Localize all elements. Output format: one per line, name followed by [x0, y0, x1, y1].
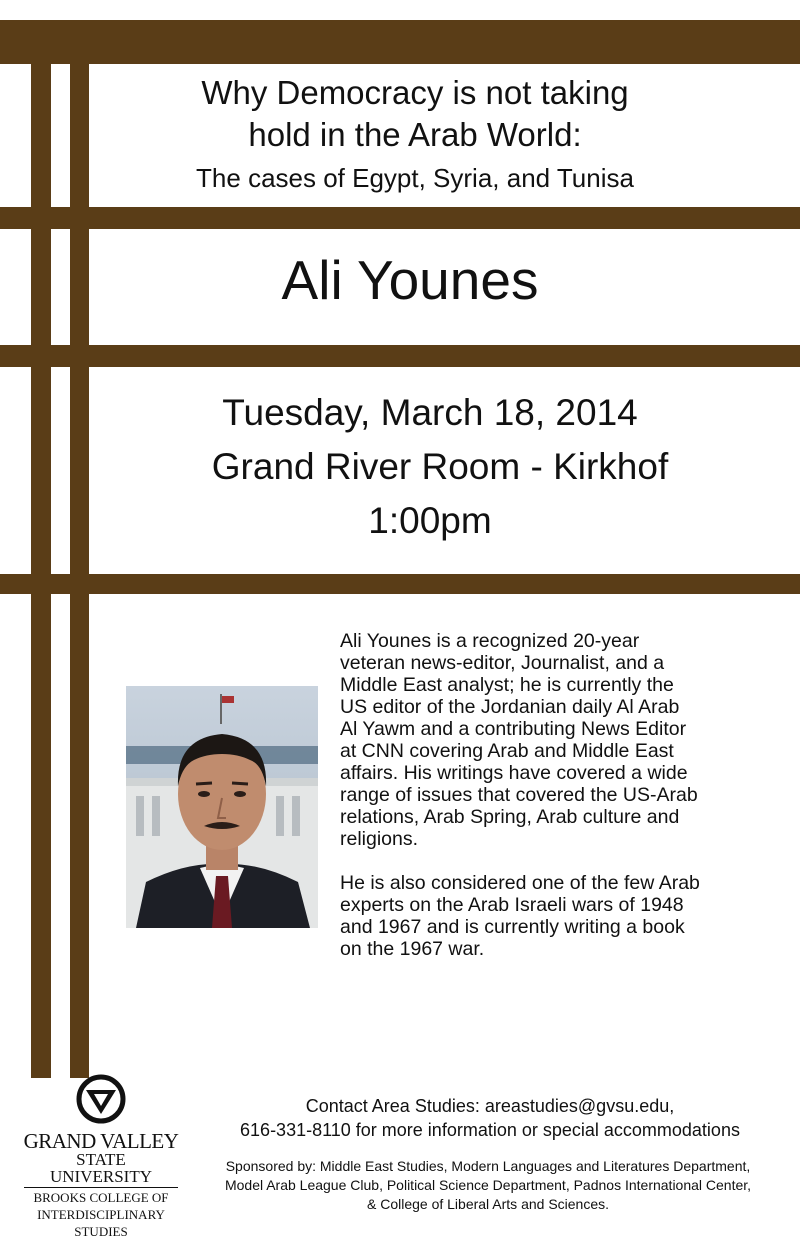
- contact-line-2: 616-331-8110 for more information or special accommodations: [240, 1120, 740, 1140]
- event-date: Tuesday, March 18, 2014: [222, 392, 638, 433]
- logo-college-line-3: STUDIES: [74, 1224, 128, 1239]
- speaker-photo: [126, 686, 318, 928]
- logo-name-line-1: GRAND VALLEY: [23, 1129, 179, 1153]
- contact-info: [190, 1094, 790, 1142]
- divider-bar-3: [0, 574, 800, 594]
- speaker-bio: [340, 630, 790, 982]
- bio-paragraph-1: Ali Younes is a recognized 20-year veteran news-editor, Journalist, and a Middle East analyst; he is currently the US editor of the Jordanian daily Al Arab Al Yawm and a contributing News Editor at CNN covering Arab and Middle East affairs. His writings have covered a wide range of issues that covered the US-Arab relations, Arab Spring, Arab culture and religions.: [340, 630, 698, 850]
- gvsu-logo: [16, 1074, 186, 1239]
- contact-line-1: Contact Area Studies: areastudies@gvsu.edu,: [305, 1096, 675, 1116]
- subtitle: The cases of Egypt, Syria, and Tunisa: [196, 163, 634, 193]
- sponsor-line-1: Sponsored by: Middle East Studies, Modern Languages and Literatures Department,: [225, 1158, 751, 1174]
- sponsors: [182, 1157, 794, 1214]
- title-line-2: hold in the Arab World:: [248, 116, 582, 153]
- divider-bar-1: [0, 207, 800, 229]
- vertical-bar-left: [31, 20, 51, 1078]
- vertical-bar-right: [70, 20, 89, 1078]
- sponsor-line-3: & College of Liberal Arts and Sciences.: [366, 1196, 610, 1212]
- top-bar: [0, 20, 800, 64]
- logo-college-line-2: INTERDISCIPLINARY: [37, 1207, 165, 1222]
- title-line-1: Why Democracy is not taking: [201, 74, 629, 111]
- logo-college-line-1: BROOKS COLLEGE OF: [33, 1190, 169, 1205]
- bio-paragraph-2: He is also considered one of the few Arab experts on the Arab Israeli wars of 1948 and 1967 and is currently writing a book on the 1967 war.: [340, 872, 700, 960]
- sponsor-line-2: Model Arab League Club, Political Science Department, Padnos International Center,: [224, 1177, 752, 1193]
- logo-name-line-2: STATE UNIVERSITY: [24, 1151, 178, 1188]
- speaker-name: Ali Younes: [281, 249, 539, 311]
- divider-bar-2: [0, 345, 800, 367]
- event-location: Grand River Room - Kirkhof: [211, 446, 669, 487]
- speaker-portrait-illustration: [126, 686, 318, 928]
- event-time: 1:00pm: [368, 500, 492, 541]
- gvsu-v-icon: [76, 1074, 126, 1124]
